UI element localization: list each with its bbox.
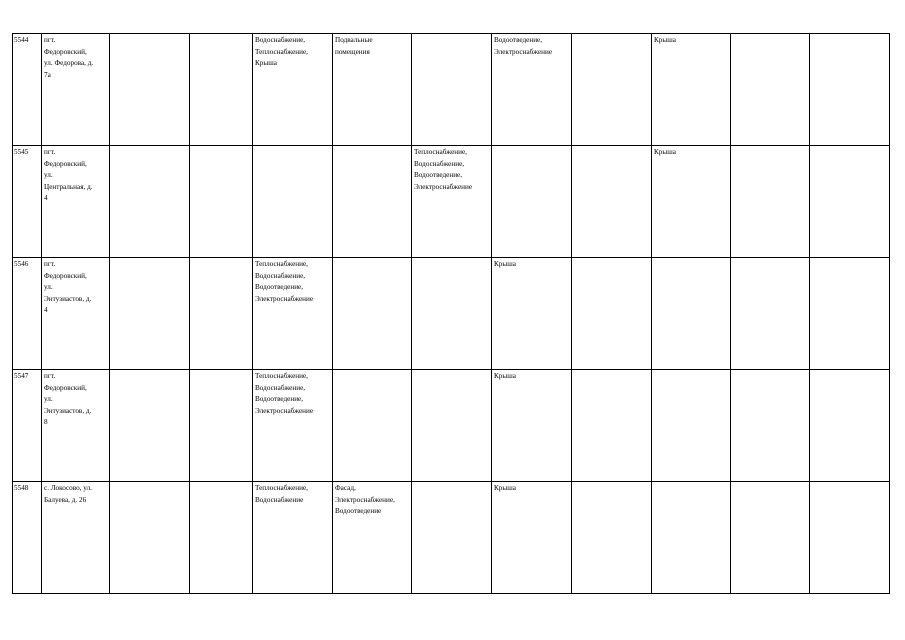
table-cell — [333, 258, 412, 370]
table-cell — [253, 146, 333, 258]
table-cell: Крыша — [652, 34, 731, 146]
table-cell — [810, 370, 890, 482]
table-cell — [190, 258, 253, 370]
table-cell: Теплоснабжение, Водоснабжение, Водоотведение, Электроснабжение — [253, 370, 333, 482]
address-cell: пгт. Федоровский, ул. Федорова, д. 7а — [42, 34, 110, 146]
table-cell: Теплоснабжение, Водоснабжение — [253, 482, 333, 594]
table-cell: Подвальные помещения — [333, 34, 412, 146]
table-cell: Теплоснабжение, Водоснабжение, Водоотведение, Электроснабжение — [412, 146, 492, 258]
table-row — [13, 146, 890, 258]
table-cell — [810, 34, 890, 146]
table-row — [13, 370, 890, 482]
row-number: 5547 — [13, 370, 42, 482]
table-cell — [110, 258, 190, 370]
table-cell: Водоснабжение, Теплоснабжение, Крыша — [253, 34, 333, 146]
table-cell: Крыша — [492, 482, 572, 594]
table-cell — [652, 258, 731, 370]
table-cell — [333, 370, 412, 482]
table-row — [13, 258, 890, 370]
row-number: 5548 — [13, 482, 42, 594]
table-cell — [652, 370, 731, 482]
table-cell — [190, 34, 253, 146]
table-cell — [412, 482, 492, 594]
table-cell — [110, 34, 190, 146]
table-cell — [190, 370, 253, 482]
address-cell: с. Локосово, ул. Балуева, д. 26 — [42, 482, 110, 594]
row-number: 5546 — [13, 258, 42, 370]
table-cell: Крыша — [492, 258, 572, 370]
address-cell: пгт. Федоровский, ул. Центральная, д. 4 — [42, 146, 110, 258]
table-cell — [110, 370, 190, 482]
table-cell — [572, 146, 652, 258]
table-cell — [492, 146, 572, 258]
table-cell — [652, 482, 731, 594]
table-row — [13, 34, 890, 146]
table-cell — [110, 482, 190, 594]
table-cell — [110, 146, 190, 258]
table-cell — [731, 34, 810, 146]
table-cell — [731, 370, 810, 482]
table-cell: Фасад, Электроснабжение, Водоотведение — [333, 482, 412, 594]
table-cell — [810, 258, 890, 370]
address-cell: пгт. Федоровский, ул. Энтузиастов, д. 8 — [42, 370, 110, 482]
repair-schedule-table — [12, 33, 890, 594]
table-cell: Водоотведение, Электроснабжение — [492, 34, 572, 146]
table-cell: Крыша — [492, 370, 572, 482]
table-cell: Крыша — [652, 146, 731, 258]
table-cell — [731, 258, 810, 370]
address-cell: пгт. Федоровский, ул. Энтузиастов, д. 4 — [42, 258, 110, 370]
table-cell — [731, 146, 810, 258]
table-cell — [412, 34, 492, 146]
row-number: 5544 — [13, 34, 42, 146]
table-cell — [572, 482, 652, 594]
table-cell — [572, 34, 652, 146]
table-cell — [810, 482, 890, 594]
table-cell — [572, 370, 652, 482]
table-cell: Теплоснабжение, Водоснабжение, Водоотведение, Электроснабжение — [253, 258, 333, 370]
table-cell — [333, 146, 412, 258]
table-cell — [731, 482, 810, 594]
table-cell — [412, 370, 492, 482]
table-cell — [190, 146, 253, 258]
table-cell — [810, 146, 890, 258]
table-cell — [190, 482, 253, 594]
table-cell — [572, 258, 652, 370]
table-cell — [412, 258, 492, 370]
row-number: 5545 — [13, 146, 42, 258]
table-row — [13, 482, 890, 594]
